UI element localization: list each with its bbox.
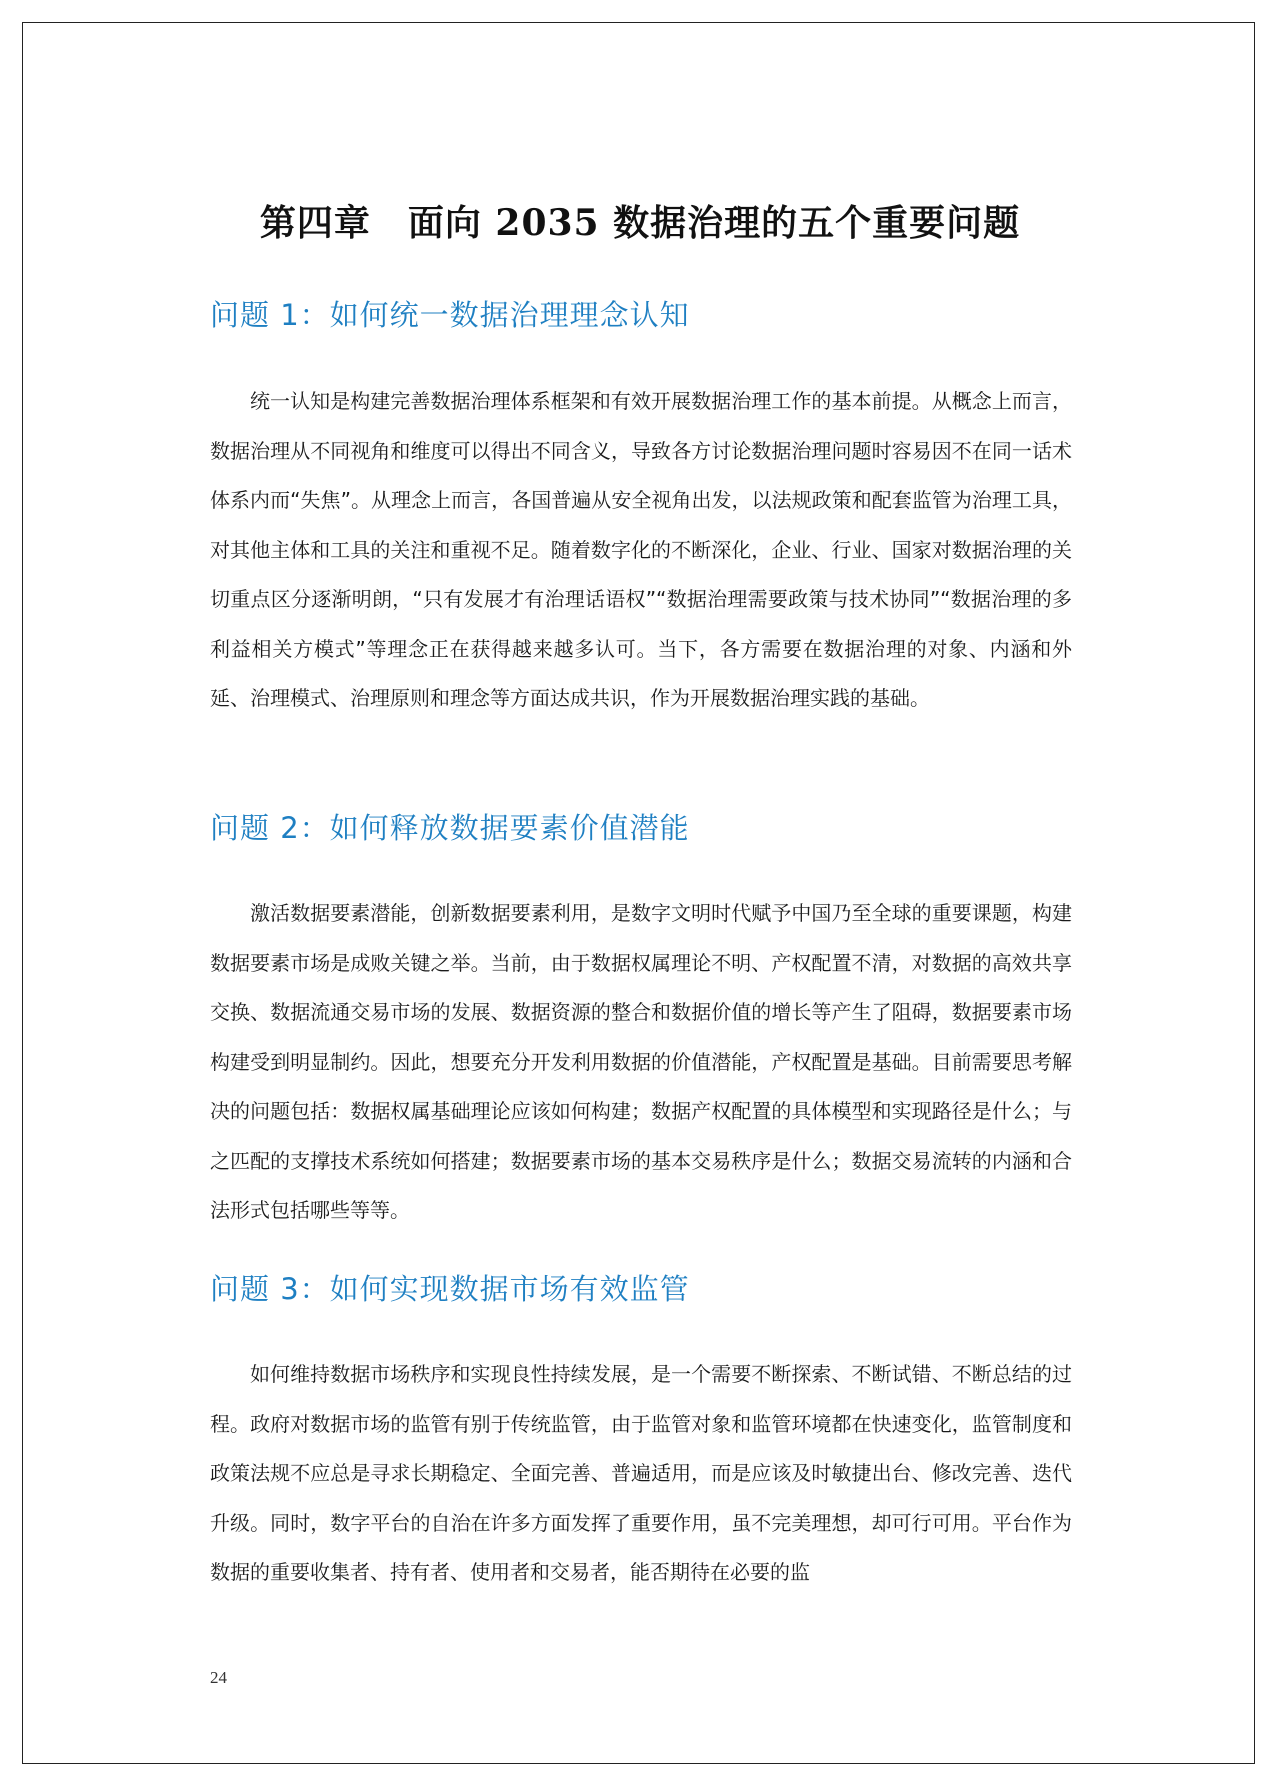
chapter-title: 第四章 面向 2035 数据治理的五个重要问题 bbox=[259, 202, 1021, 244]
section-body-3: 如何维持数据市场秩序和实现良性持续发展，是一个需要不断探索、不断试错、不断总结的过程。政府对数据市场的监管有别于传统监管，由于监管对象和监管环境都在快速变化，监管制度和政策法规不应总是寻求长期稳定、全面完善、普遍适用，而是应该及时敏捷出台、修改完善、迭代升级。同时，数字平台的自治在许多方面发挥了重要作用，虽不完美理想，却可行可用。平台作为数据的重要收集者、持有者、使用者和交易者，能否期待在必要的监 bbox=[210, 1362, 1072, 1584]
section-heading-1: 问题 1：如何统一数据治理理念认知 bbox=[210, 298, 690, 332]
section-heading-3: 问题 3：如何实现数据市场有效监管 bbox=[210, 1272, 690, 1306]
section-heading-2: 问题 2：如何释放数据要素价值潜能 bbox=[210, 811, 690, 845]
page-number: 24 bbox=[210, 1668, 227, 1687]
section-body-1: 统一认知是构建完善数据治理体系框架和有效开展数据治理工作的基本前提。从概念上而言，数据治理从不同视角和维度可以得出不同含义，导致各方讨论数据治理问题时容易因不在同一话术体系内而“失焦”。从理念上而言，各国普遍从安全视角出发，以法规政策和配套监管为治理工具，对其他主体和工具的关注和重视不足。随着数字化的不断深化，企业、行业、国家对数据治理的关切重点区分逐渐明朗，“只有发展才有治理话语权”“数据治理需要政策与技术协同”“数据治理的多利益相关方模式”等理念正在获得越来越多认可。当下，各方需要在数据治理的对象、内涵和外延、治理模式、治理原则和理念等方面达成共识，作为开展数据治理实践的基础。 bbox=[210, 389, 1072, 710]
section-body-2: 激活数据要素潜能，创新数据要素利用，是数字文明时代赋予中国乃至全球的重要课题，构建数据要素市场是成败关键之举。当前，由于数据权属理论不明、产权配置不清，对数据的高效共享交换、数据流通交易市场的发展、数据资源的整合和数据价值的增长等产生了阻碍，数据要素市场构建受到明显制约。因此，想要充分开发利用数据的价值潜能，产权配置是基础。目前需要思考解决的问题包括：数据权属基础理论应该如何构建；数据产权配置的具体模型和实现路径是什么；与之匹配的支撑技术系统如何搭建；数据要素市场的基本交易秩序是什么；数据交易流转的内涵和合法形式包括哪些等等。 bbox=[210, 901, 1072, 1222]
